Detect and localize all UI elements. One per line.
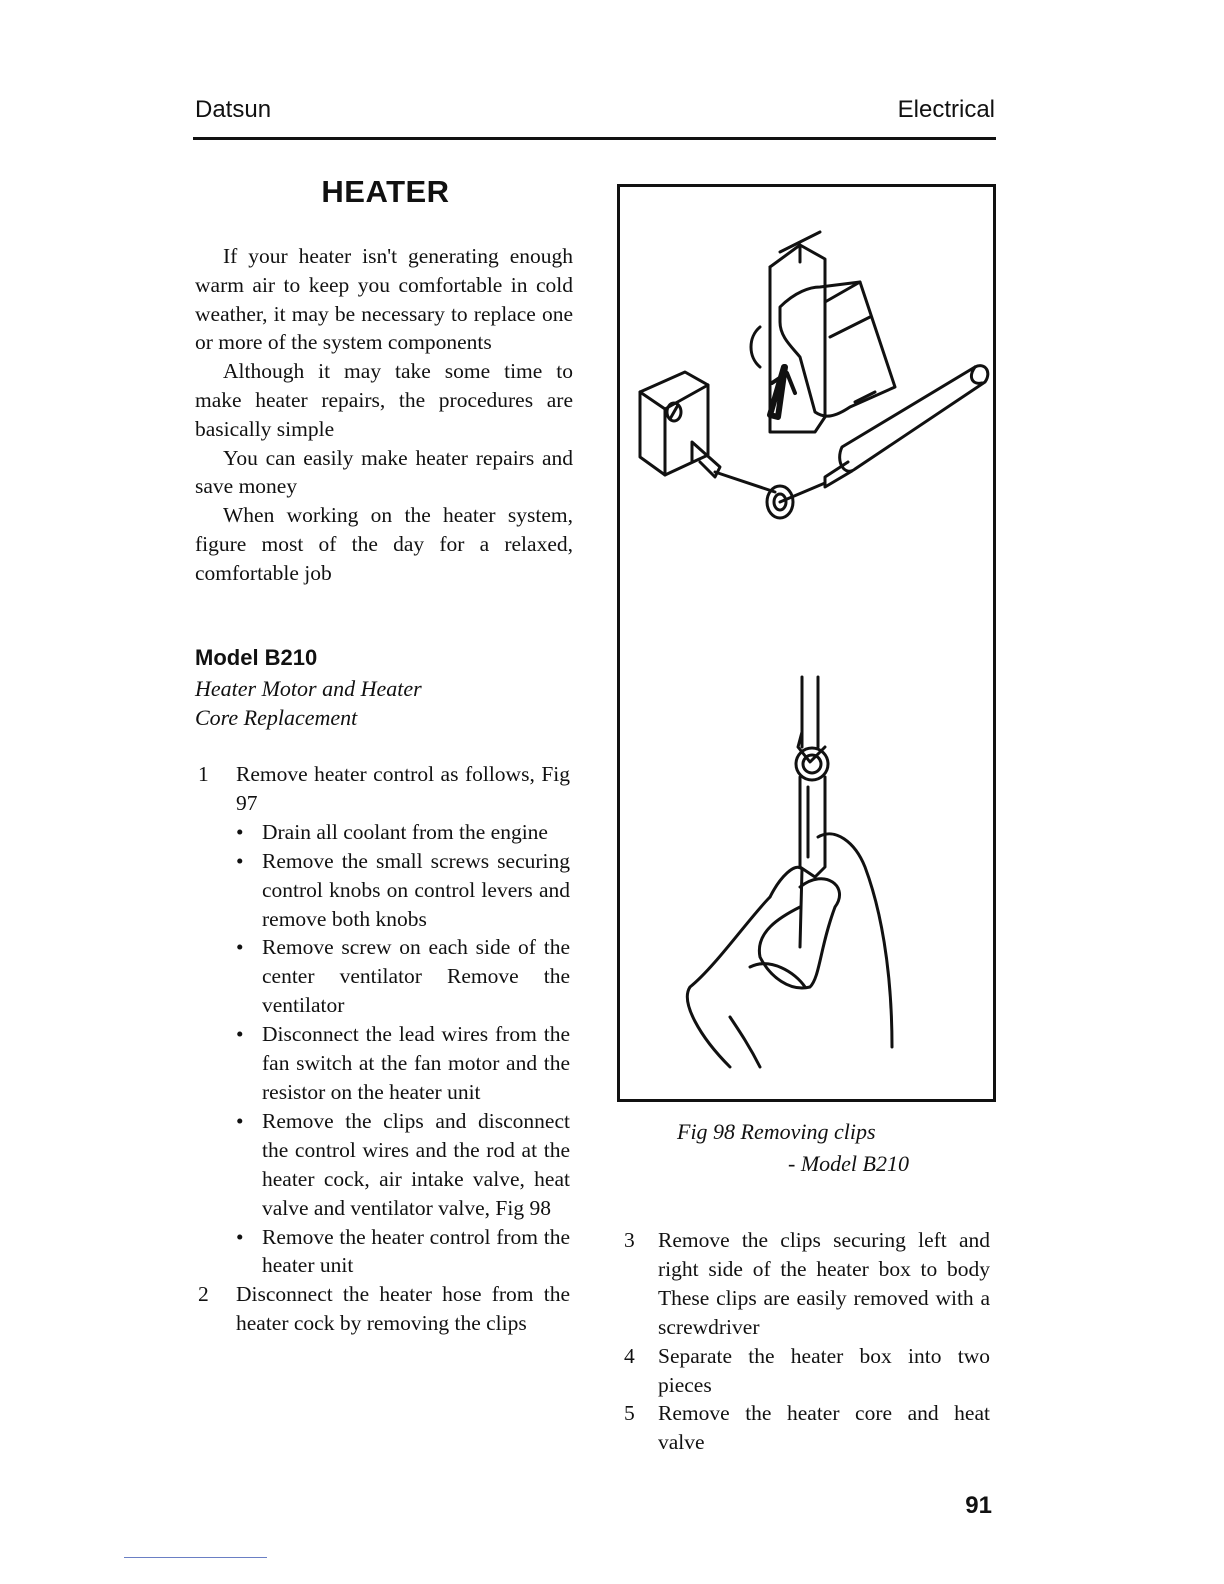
- subsection-heading-line: Heater Motor and Heater: [195, 676, 422, 701]
- steps-right-column: [624, 1226, 990, 1457]
- step-number: 3: [624, 1228, 635, 1252]
- bullet-text: Remove the small screws securing control knobs on control levers and remove both knobs: [262, 848, 570, 931]
- section-title: HEATER: [321, 174, 450, 209]
- steps-left-column: [198, 760, 570, 1338]
- step-number: 4: [624, 1343, 635, 1368]
- bullet-item: [236, 1223, 570, 1281]
- page-number: 91: [965, 1492, 992, 1519]
- heater-valve-drawing: [640, 232, 988, 518]
- header-rule: [193, 137, 996, 140]
- figure-frame: [617, 184, 996, 1102]
- bullet-icon: •: [236, 1022, 244, 1047]
- bullet-icon: •: [236, 935, 244, 960]
- figure-caption-line: - Model B210: [788, 1151, 909, 1176]
- running-header-left: Datsun: [195, 96, 272, 123]
- running-header-right: Electrical: [897, 96, 995, 123]
- step-text: Separate the heater box into two pieces: [658, 1343, 990, 1397]
- figure-caption-line: Fig 98 Removing clips: [677, 1119, 876, 1144]
- intro-text: [195, 242, 573, 588]
- intro-paragraph: You can easily make heater repairs and save money: [195, 445, 573, 499]
- bullet-icon: •: [236, 848, 244, 873]
- step-item: [624, 1342, 990, 1400]
- subsection-heading-line: Core Replacement: [195, 705, 358, 730]
- figure-caption: [617, 1116, 995, 1180]
- bullet-icon: •: [236, 1108, 244, 1133]
- step-item: [624, 1226, 990, 1342]
- step-text: Disconnect the heater hose from the heater cock by removing the clips: [236, 1282, 570, 1336]
- step-item: [624, 1399, 990, 1457]
- step-item: [198, 1280, 570, 1338]
- step-number: 2: [198, 1282, 209, 1307]
- bullet-text: Remove the heater control from the heater unit: [262, 1224, 570, 1278]
- bullet-item: [236, 818, 570, 847]
- bullet-item: [236, 933, 570, 1020]
- step-number: 5: [624, 1401, 635, 1426]
- bullet-text: Remove screw on each side of the center ventilator Remove the ventilator: [262, 935, 570, 1018]
- bullet-item: [236, 1107, 570, 1223]
- step-text: Remove the heater core and heat valve: [658, 1401, 990, 1455]
- intro-paragraph: If your heater isn't generating enough warm air to keep you comfortable in cold weather, it may be necessary to replace one or more of the system components: [195, 244, 573, 355]
- intro-paragraph: When working on the heater system, figure most of the day for a relaxed, comfortable job: [195, 503, 573, 585]
- footer-divider: [124, 1557, 267, 1558]
- bullet-item: [236, 847, 570, 934]
- bullet-text: Remove the clips and disconnect the control wires and the rod at the heater cock, air intake valve, heat valve and ventilator valve, Fig 98: [262, 1108, 570, 1220]
- model-heading: Model B210: [195, 645, 318, 670]
- hand-holding-clip-drawing: [687, 677, 892, 1067]
- intro-paragraph: Although it may take some time to make heater repairs, the procedures are basically simple: [195, 359, 573, 441]
- step-text: Remove heater control as follows, Fig 97: [236, 762, 570, 815]
- bullet-text: Disconnect the lead wires from the fan switch at the fan motor and the resistor on the heater unit: [262, 1022, 570, 1104]
- bullet-icon: •: [236, 819, 244, 844]
- bullet-item: [236, 1020, 570, 1107]
- step-text: Remove the clips securing left and right side of the heater box to body These clips are easily removed with a screwdriver: [658, 1228, 990, 1339]
- subsection-heading: [195, 674, 422, 732]
- bullet-icon: •: [236, 1224, 244, 1249]
- bullet-text: Drain all coolant from the engine: [262, 819, 548, 844]
- step-item: [198, 760, 570, 1280]
- clip-removal-illustration: [620, 187, 993, 1099]
- step-number: 1: [198, 762, 209, 786]
